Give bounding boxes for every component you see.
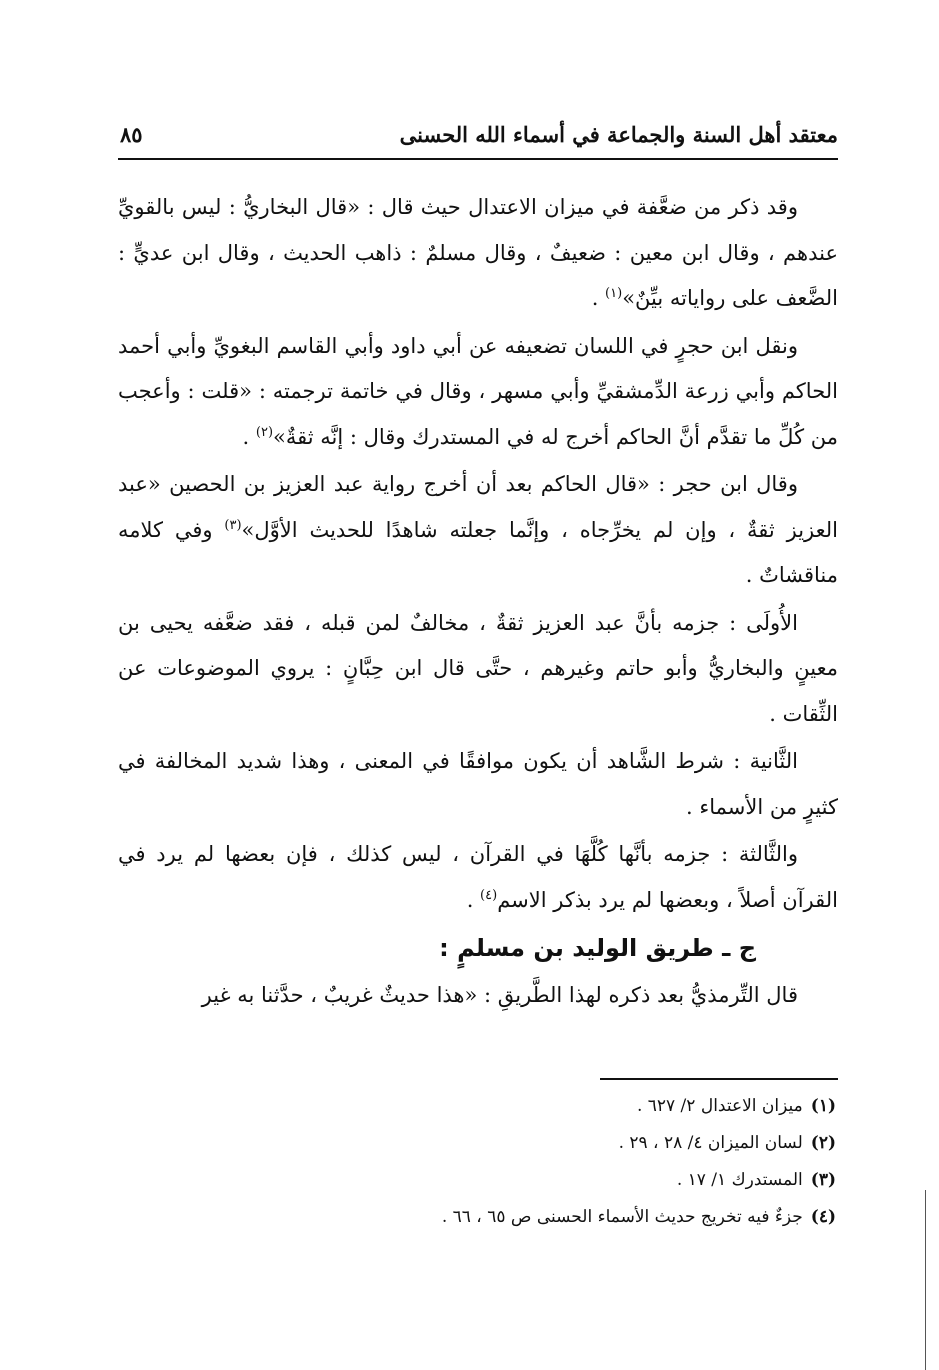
page-header (118, 118, 838, 160)
section-heading: ج ـ طريق الوليد بن مسلمٍ : (439, 934, 756, 962)
footnote-number: (١) (810, 1096, 836, 1116)
footnote-separator (600, 1078, 838, 1080)
paragraph-1 (118, 185, 838, 322)
footnote-text: ميزان الاعتدال ٢/ ٦٢٧ . (636, 1096, 803, 1116)
footnote-number: (٢) (810, 1133, 836, 1153)
paragraph-text: والثَّالثة : جزمه بأنَّها كُلَّهَا في القرآن ، ليس كذلك ، فإن بعضها لم يرد في القرآن أصلاً ، وبعضها لم يرد بذكر الاسم (118, 842, 838, 912)
footnote-text: جزءٌ فيه تخريج حديث الأسماء الحسنى ص ٦٥ ، ٦٦ . (441, 1207, 803, 1227)
paragraph-3 (118, 462, 838, 599)
paragraph-text: وقال ابن حجر : «قال الحاكم بعد أن أخرج رواية عبد العزيز بن الحصين «عبد العزيز ثقةٌ ، وإن لم يخرِّجاه ، وإنَّما جعلته شاهدًا للحديث الأوَّل» (118, 472, 838, 542)
main-text (118, 185, 838, 1021)
paragraph-text: الأُولَى : جزمه بأنَّ عبد العزيز ثقةٌ ، مخالفٌ لمن قبله ، فقد ضعَّفه يحيى بن معينٍ والبخاريُّ وأبو حاتم وغيرهم ، حتَّى قال ابن حِبَّانٍ : يروي الموضوعات عن الثِّقات . (118, 610, 838, 726)
running-title: معتقد أهل السنة والجماعة في أسماء الله الحسنى (399, 122, 838, 147)
footnotes (118, 1088, 838, 1236)
paragraph-6 (118, 832, 838, 923)
paragraph-5 (118, 739, 838, 830)
page-number: ٨٥ (120, 122, 143, 147)
scan-edge-line (925, 1190, 926, 1370)
paragraph-2 (118, 324, 838, 461)
paragraph-tail: . (242, 424, 256, 449)
footnote-text: لسان الميزان ٤/ ٢٨ ، ٢٩ . (618, 1133, 803, 1153)
footnote-1 (118, 1088, 838, 1125)
footnote-ref-1: (١) (605, 286, 623, 301)
paragraph-7 (118, 973, 838, 1019)
paragraph-tail: . (591, 286, 606, 310)
footnote-ref-4: (٤) (480, 887, 498, 903)
footnote-text: المستدرك ١/ ١٧ . (676, 1170, 803, 1190)
footnote-number: (٤) (810, 1207, 836, 1227)
paragraph-tail: . (466, 887, 481, 912)
footnote-3 (118, 1162, 838, 1199)
footnote-ref-2: (٢) (255, 424, 274, 440)
footnote-4 (118, 1199, 838, 1236)
paragraph-text: وقد ذكر من ضعَّفة في ميزان الاعتدال حيث قال : «قال البخاريُّ : ليس بالقويِّ عندهم ، وقال ابن معين : ضعيفٌ ، وقال مسلمٌ : ذاهب الحديث ، وقال ابن عديٍّ : الضَّعف على رواياته بيِّنٌ» (118, 195, 838, 310)
paragraph-text: الثَّانية : شرط الشَّاهد أن يكون موافقًا في المعنى ، وهذا شديد المخالفة في كثيرٍ من الأسماء . (118, 749, 838, 819)
paragraph-text: قال التِّرمذيُّ بعد ذكره لهذا الطَّريقِ : «هذا حديثٌ غريبٌ ، حدَّثنا به غير (201, 983, 798, 1007)
paragraph-text: ونقل ابن حجرٍ في اللسان تضعيفه عن أبي داود وأبي القاسم البغويِّ وأبي أحمد الحاكم وأبي زرعة الدِّمشقيِّ وأبي مسهر ، وقال في خاتمة ترجمته : «قلت : وأعجب من كُلِّ ما تقدَّم أنَّ الحاكم أخرج له في المستدرك وقال : إنَّه ثقةٌ» (118, 333, 838, 449)
paragraph-tail: وفي كلامه مناقشاتٌ . (118, 517, 838, 587)
footnote-number: (٣) (810, 1170, 836, 1190)
footnote-2 (118, 1125, 838, 1162)
footnote-ref-3: (٣) (224, 517, 242, 533)
paragraph-4 (118, 601, 838, 738)
